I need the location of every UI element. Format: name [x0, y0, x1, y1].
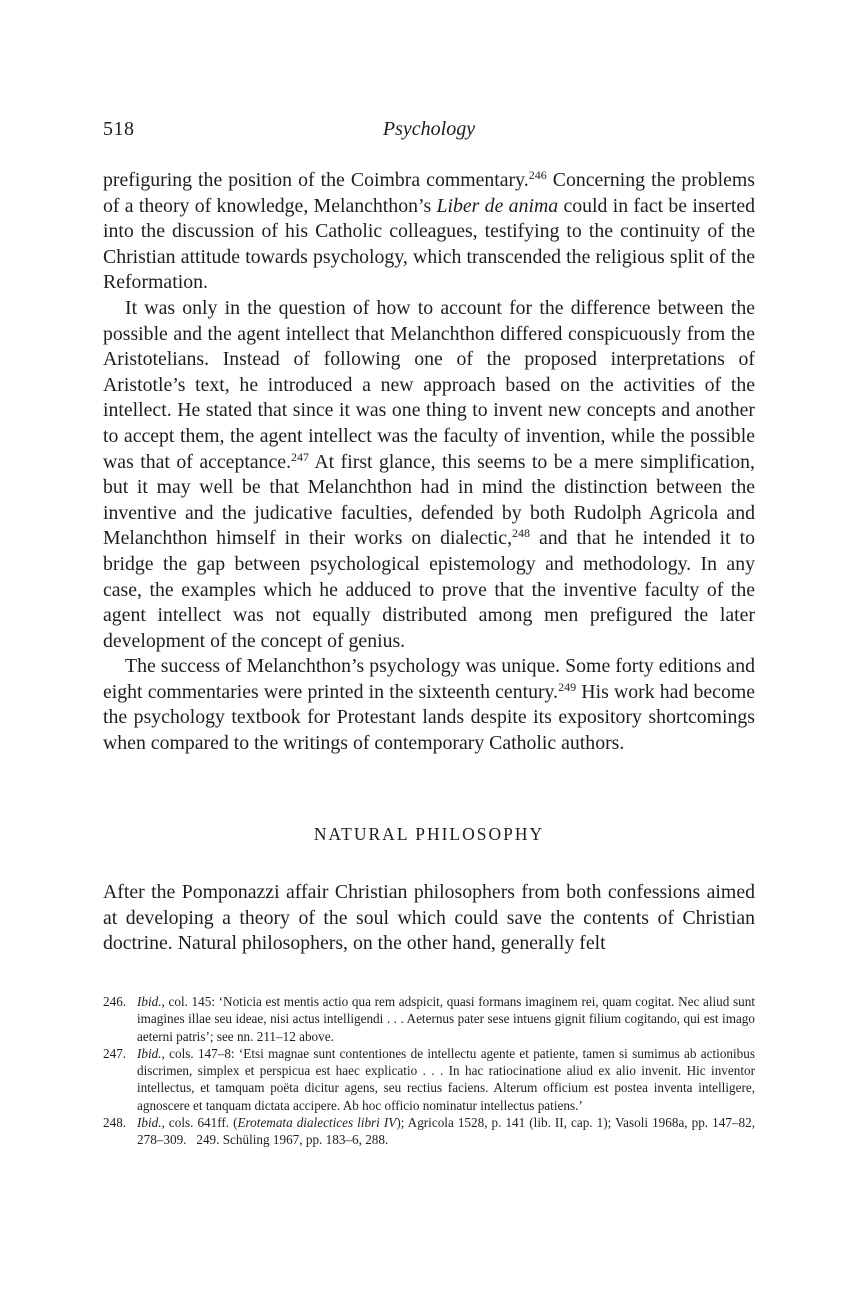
page-header: [103, 118, 755, 148]
text-run: It was only in the question of how to account for the difference between the possible and the agent intellect that Melanchthon differed conspicuously from the Aristotelians. Instead of following one of the proposed interpretations of Aristotle’s text, he introduced a new approach based on the activities of the intellect. He stated that since it was one thing to invent new concepts and another to accept them, the agent intellect was the faculty of invention, while the possible was that of acceptance.: [103, 296, 755, 473]
section-text: [103, 880, 755, 957]
text-run: Concerning the problems of a theory of knowledge, Melanchthon’s: [103, 169, 755, 217]
footnote-ref: 247: [291, 449, 310, 464]
footnote-text: ); Agricola 1528, p. 141 (lib. II, cap. 1); Vasoli 1968a, pp. 147–82, 278–309.: [137, 1115, 755, 1148]
paragraph: After the Pomponazzi affair Christian philosophers from both confessions aimed at developing a theory of the soul which could save the contents of Christian doctrine. Natural philosophers, on the other hand, generally felt: [103, 881, 755, 955]
footnote-ref: 248: [512, 526, 531, 541]
footnote-number: 247.: [103, 1045, 127, 1061]
footnote-text: , cols. 641ff. (: [161, 1115, 238, 1131]
paragraph: [103, 654, 755, 756]
footnote-number: 246.: [103, 994, 127, 1009]
footnote: [103, 1114, 755, 1149]
paragraph: [103, 296, 755, 654]
text-run: His work had become the psychology textbook for Protestant lands despite its expository shortcomings when compared to the writings of contemporary Catholic authors.: [103, 680, 756, 755]
text-run: and that he intended it to bridge the gap between psychological epistemology and methodology. In any case, the examples which he adduced to prove that the inventive faculty of the agent intellect was not equally distributed among men prefigured the later development of the concept of genius.: [103, 527, 755, 652]
footnote-ibid: Ibid.: [137, 1115, 162, 1131]
main-text: [103, 168, 755, 757]
footnotes: [103, 993, 755, 1149]
footnote-ibid: Ibid.: [137, 1045, 162, 1061]
text-run: could in fact be inserted into the discussion of his Catholic colleagues, testifying to the continuity of the Christian attitude towards psychology, which transcended the religious split of the Reformation.: [103, 194, 756, 294]
footnote-ibid: Ibid.: [137, 994, 162, 1009]
running-head: Psychology: [382, 118, 476, 140]
footnote-ref: 246: [528, 168, 547, 182]
section-heading: NATURAL PHILOSOPHY: [313, 824, 545, 844]
footnote-ref: 249: [558, 679, 577, 694]
footnote: [103, 1045, 755, 1114]
text-run: prefiguring the position of the Coimbra commentary.: [103, 169, 529, 191]
footnote-number: 249.: [196, 1132, 220, 1148]
footnote-text: , col. 145: ‘Noticia est mentis actio qua rem adspicit, quasi formans imaginem rei, quam cogitat. Nec aliud sunt imagines illae seu ideae, nisi actus intelligendi . . . Aeternus pater sese intuens gignit filium cogitando, qui est imago aeterni patris’; see nn. 211–12 above.: [137, 994, 755, 1044]
page-number: 518: [103, 118, 135, 140]
book-title: Erotemata dialectices libri IV: [237, 1115, 397, 1131]
footnote-number: 248.: [103, 1115, 127, 1131]
paragraph: [103, 168, 755, 296]
text-run: At first glance, this seems to be a mere simplification, but it may well be that Melanchthon had in mind the distinction between the inventive and the judicative faculties, defended by both Rudolph Agricola and Melanchthon himself in their works on dialectic,: [103, 450, 756, 550]
book-title: Liber de anima: [436, 194, 559, 217]
footnote: [103, 993, 755, 1045]
text-run: The success of Melanchthon’s psychology was unique. Some forty editions and eight commentaries were printed in the sixteenth century.: [103, 655, 755, 703]
footnote-text: , cols. 147–8: ‘Etsi magnae sunt contentiones de intellectu agente et patiente, tamen si sumimus ab actionibus discrimen, simplex et perspicua est haec explicatio . . . In hac ratiocinatione aliud ex alio invenit. Hic inventor intellectus, et tamquam poëta dicitur agens, seu rectius faciens. Alterum officium est postea inventa intelligere, agnoscere et tanquam dictata accipere. Ab hoc officio nominatur intellectus patiens.’: [137, 1045, 755, 1113]
footnote-text: Schüling 1967, pp. 183–6, 288.: [222, 1132, 389, 1148]
